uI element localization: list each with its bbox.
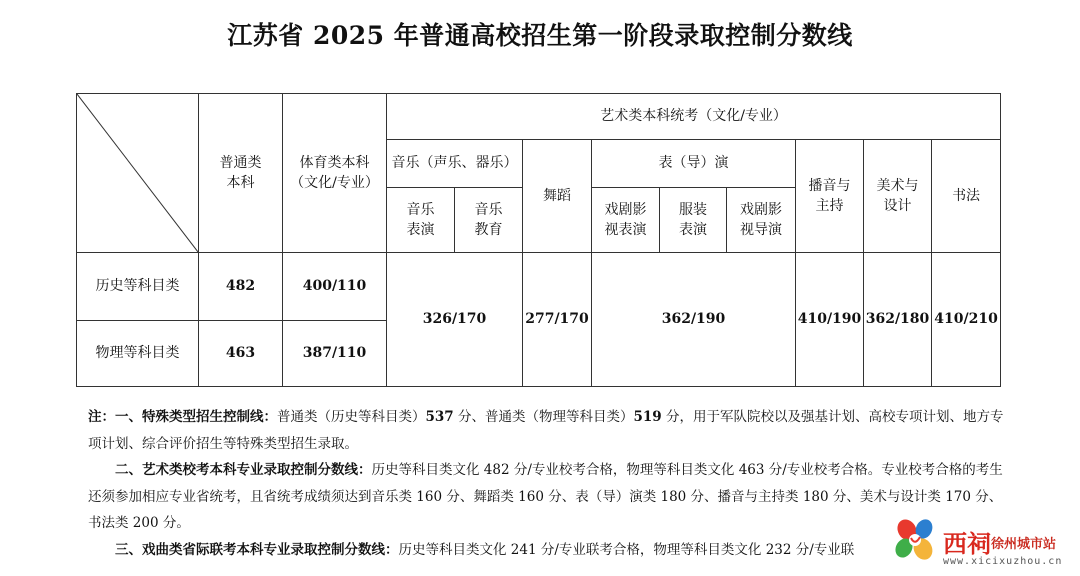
score-table bbox=[76, 93, 1001, 387]
corner-diagonal-cell bbox=[77, 94, 199, 253]
note-1-heading: 注：一、特殊类型招生控制线： bbox=[88, 409, 277, 425]
header-wudao: 舞蹈 bbox=[523, 140, 592, 253]
brand-name: 西祠$^{徐州城市站}$ bbox=[943, 530, 1057, 558]
header-fuzhuang: 服装表演 bbox=[660, 188, 727, 253]
physics-tiyu-score: 387/110 bbox=[283, 321, 387, 387]
note-1-score-history: 537 bbox=[425, 409, 454, 425]
note-1-text-c: 分、普通类（物理等科目类） bbox=[453, 409, 634, 425]
header-putong: 普通类本科 bbox=[199, 94, 283, 253]
header-yinyue: 音乐（声乐、器乐） bbox=[387, 140, 523, 188]
note-2-heading: 二、艺术类校考本科专业录取控制分数线： bbox=[115, 462, 372, 478]
note-1-text-a: 普通类（历史等科目类） bbox=[277, 409, 426, 425]
note-3 bbox=[88, 537, 1008, 564]
header-xiju-biaoyan: 戏剧影视表演 bbox=[592, 188, 660, 253]
flower-logo-icon bbox=[891, 516, 939, 564]
header-meishu: 美术与设计 bbox=[864, 140, 932, 253]
yinyue-score: 326/170 bbox=[387, 253, 523, 387]
row-label-physics: 物理等科目类 bbox=[77, 321, 199, 387]
header-yinyue-biaoyan: 音乐表演 bbox=[387, 188, 455, 253]
header-xiju-daoyan: 戏剧影视导演 bbox=[727, 188, 796, 253]
history-tiyu-score: 400/110 bbox=[283, 253, 387, 321]
biaodaoyan-score: 362/190 bbox=[592, 253, 796, 387]
physics-putong-score: 463 bbox=[199, 321, 283, 387]
header-shufa: 书法 bbox=[932, 140, 1001, 253]
header-boyin: 播音与主持 bbox=[796, 140, 864, 253]
note-1-score-physics: 519 bbox=[633, 409, 662, 425]
note-2-text: 历史等科目类文化 482 分/专业校考合格，物理等科目类文化 463 分/专业校考合格。专业校考合格的考生还须参加相应专业省统考，且省统考成绩须达到音乐类 160 分、舞蹈类 160 分、表（导）演类 180 分、播音与主持类 180 分、美术与设计类 170 分、书法类 200 分。 bbox=[88, 462, 1003, 531]
watermark-logo bbox=[885, 510, 1080, 576]
header-biaodaoyan: 表（导）演 bbox=[592, 140, 796, 188]
header-yinyue-jiaoyu: 音乐教育 bbox=[455, 188, 523, 253]
note-1-text-e: 分，用于军队院校以及强基计划、高校专项计划、地方专项计划、综合评价招生等特殊类型招生录取。 bbox=[88, 409, 1004, 452]
row-label-history: 历史等科目类 bbox=[77, 253, 199, 321]
table-row bbox=[77, 253, 1001, 321]
wudao-score: 277/170 bbox=[523, 253, 592, 387]
meishu-score: 362/180 bbox=[864, 253, 932, 387]
diagonal-line bbox=[77, 94, 198, 252]
shufa-score: 410/210 bbox=[932, 253, 1001, 387]
boyin-score: 410/190 bbox=[796, 253, 864, 387]
header-tiyu: 体育类本科（文化/专业） bbox=[283, 94, 387, 253]
note-3-heading: 三、戏曲类省际联考本科专业录取控制分数线： bbox=[115, 541, 399, 558]
note-1 bbox=[88, 404, 1008, 457]
note-2 bbox=[88, 457, 1008, 537]
page-title: 江苏省 2025 年普通高校招生第一阶段录取控制分数线 bbox=[227, 21, 853, 50]
brand-url: www.xicixuzhou.cn bbox=[943, 556, 1063, 567]
notes-section bbox=[88, 404, 1008, 563]
header-yishu: 艺术类本科统考（文化/专业） bbox=[387, 94, 1001, 140]
history-putong-score: 482 bbox=[199, 253, 283, 321]
note-3-text: 历史等科目类文化 241 分/专业联考合格，物理等科目类文化 232 分/专业联 bbox=[398, 541, 855, 558]
